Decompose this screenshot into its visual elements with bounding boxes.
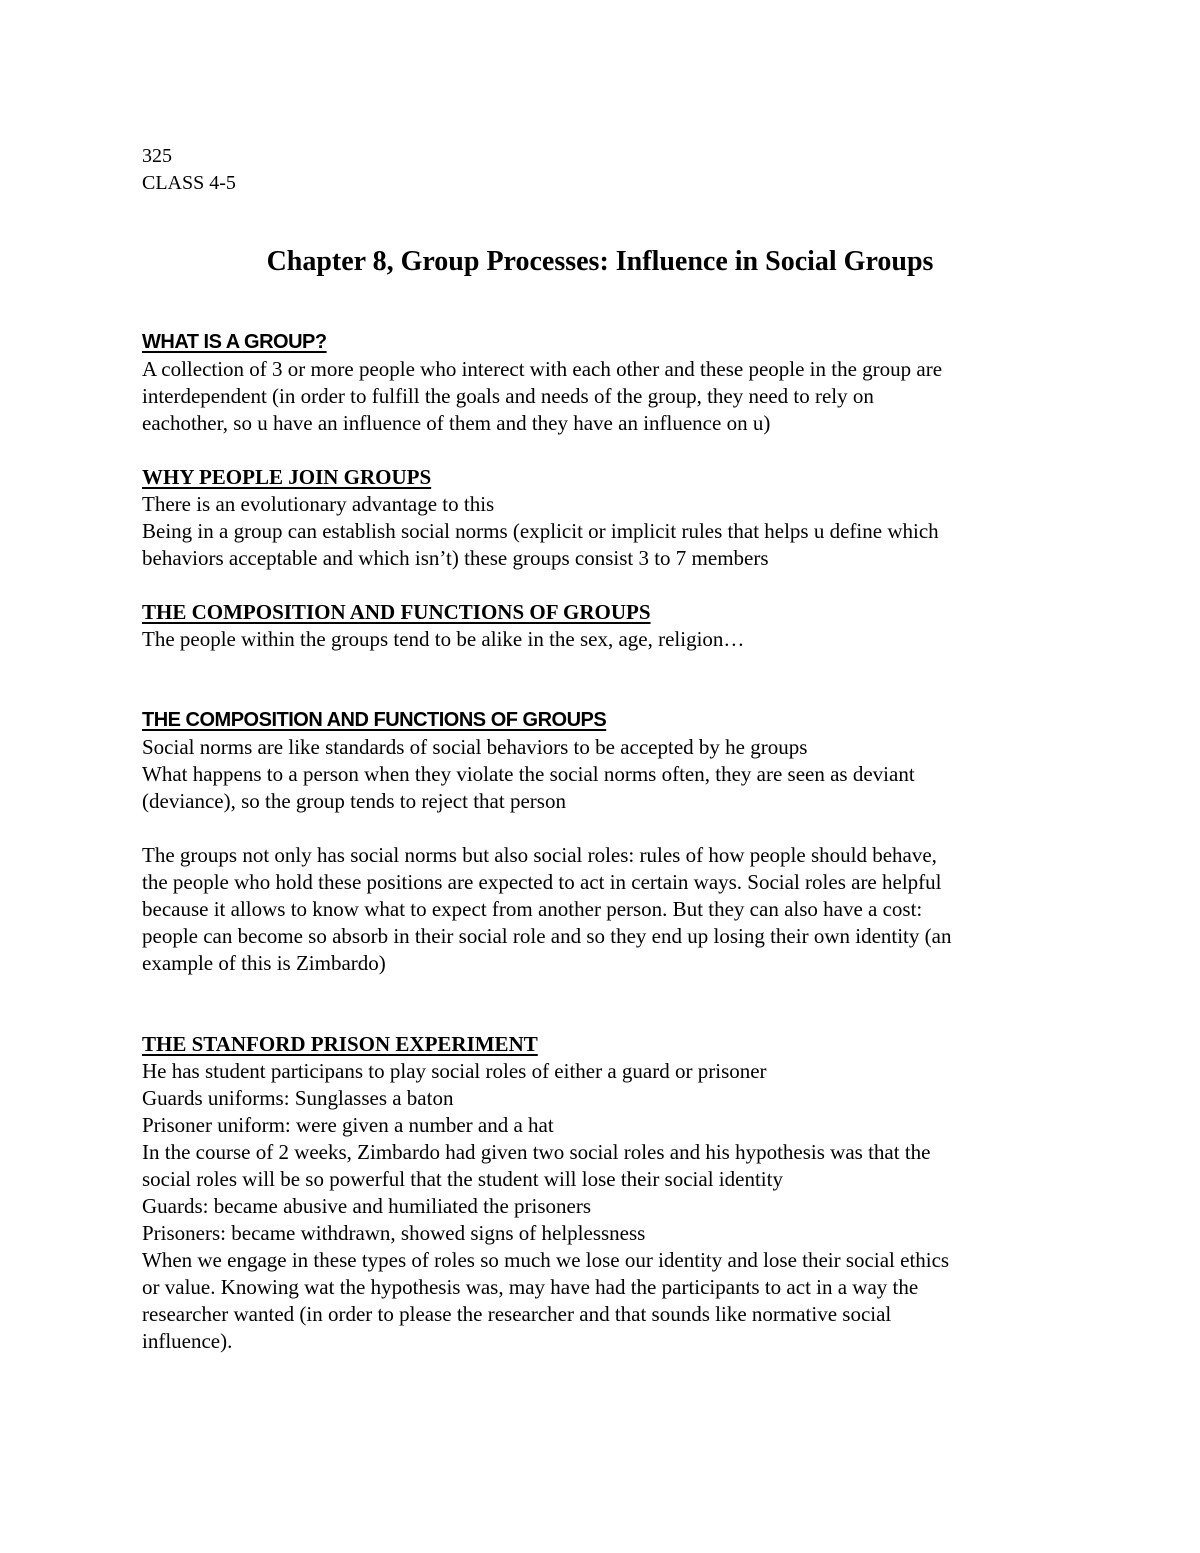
body-line: Guards: became abusive and humiliated the prisoners [142,1194,592,1218]
body-line: In the course of 2 weeks, Zimbardo had given two social roles and his hypothesis was that the [142,1140,931,1164]
body-line: the people who hold these positions are expected to act in certain ways. Social roles are helpful [142,870,942,894]
spacer [142,572,1072,599]
body-line: Prisoners: became withdrawn, showed signs of helplessness [142,1221,646,1245]
section-composition-functions-1 [142,599,1072,653]
spacer [142,977,1072,1031]
page-title: Chapter 8, Group Processes: Influence in Social Groups [266,246,934,277]
section-heading: THE COMPOSITION AND FUNCTIONS OF GROUPS [142,709,607,731]
section-why-people-join-groups [142,464,1072,572]
section-heading: WHY PEOPLE JOIN GROUPS [142,465,432,489]
body-line: What happens to a person when they violate the social norms often, they are seen as deviant [142,762,915,786]
body-line: There is an evolutionary advantage to this [142,492,495,516]
document-page [142,143,1072,1355]
body-line: researcher wanted (in order to please the researcher and that sounds like normative social [142,1302,892,1326]
spacer [142,653,1072,707]
body-line: The groups not only has social norms but also social roles: rules of how people should behave, [142,843,937,867]
body-line: because it allows to know what to expect from another person. But they can also have a cost: [142,897,923,921]
section-heading: WHAT IS A GROUP? [142,331,327,353]
body-line: Prisoner uniform: were given a number and a hat [142,1113,554,1137]
section-heading: THE STANFORD PRISON EXPERIMENT [142,1032,538,1056]
body-line: behaviors acceptable and which isn’t) these groups consist 3 to 7 members [142,546,769,570]
body-line: social roles will be so powerful that the student will lose their social identity [142,1167,783,1191]
course-number: 325 [142,145,172,167]
body-line: (deviance), so the group tends to reject that person [142,789,566,813]
spacer [142,437,1072,464]
body-line: Guards uniforms: Sunglasses a baton [142,1086,454,1110]
body-line: interdependent (in order to fulfill the goals and needs of the group, they need to rely on [142,384,874,408]
body-line: Being in a group can establish social norms (explicit or implicit rules that helps u define which [142,519,939,543]
section-stanford-prison-experiment [142,1031,1072,1355]
body-line: influence). [142,1329,233,1353]
section-composition-functions-2 [142,707,1072,977]
body-line: or value. Knowing wat the hypothesis was, may have had the participants to act in a way the [142,1275,919,1299]
section-heading: THE COMPOSITION AND FUNCTIONS OF GROUPS [142,600,651,624]
body-line: A collection of 3 or more people who interect with each other and these people in the group are [142,357,943,381]
spacer [142,815,1072,842]
body-line: Social norms are like standards of social behaviors to be accepted by he groups [142,735,808,759]
spacer [142,279,1072,329]
body-line: eachother, so u have an influence of them and they have an influence on u) [142,411,771,435]
body-line: people can become so absorb in their social role and so they end up losing their own identity (an [142,924,952,948]
class-label: CLASS 4-5 [142,172,236,194]
section-what-is-a-group [142,329,1072,437]
body-line: example of this is Zimbardo) [142,951,386,975]
body-line: When we engage in these types of roles so much we lose our identity and lose their social ethics [142,1248,950,1272]
body-line: The people within the groups tend to be alike in the sex, age, religion… [142,627,745,651]
body-line: He has student participans to play social roles of either a guard or prisoner [142,1059,767,1083]
